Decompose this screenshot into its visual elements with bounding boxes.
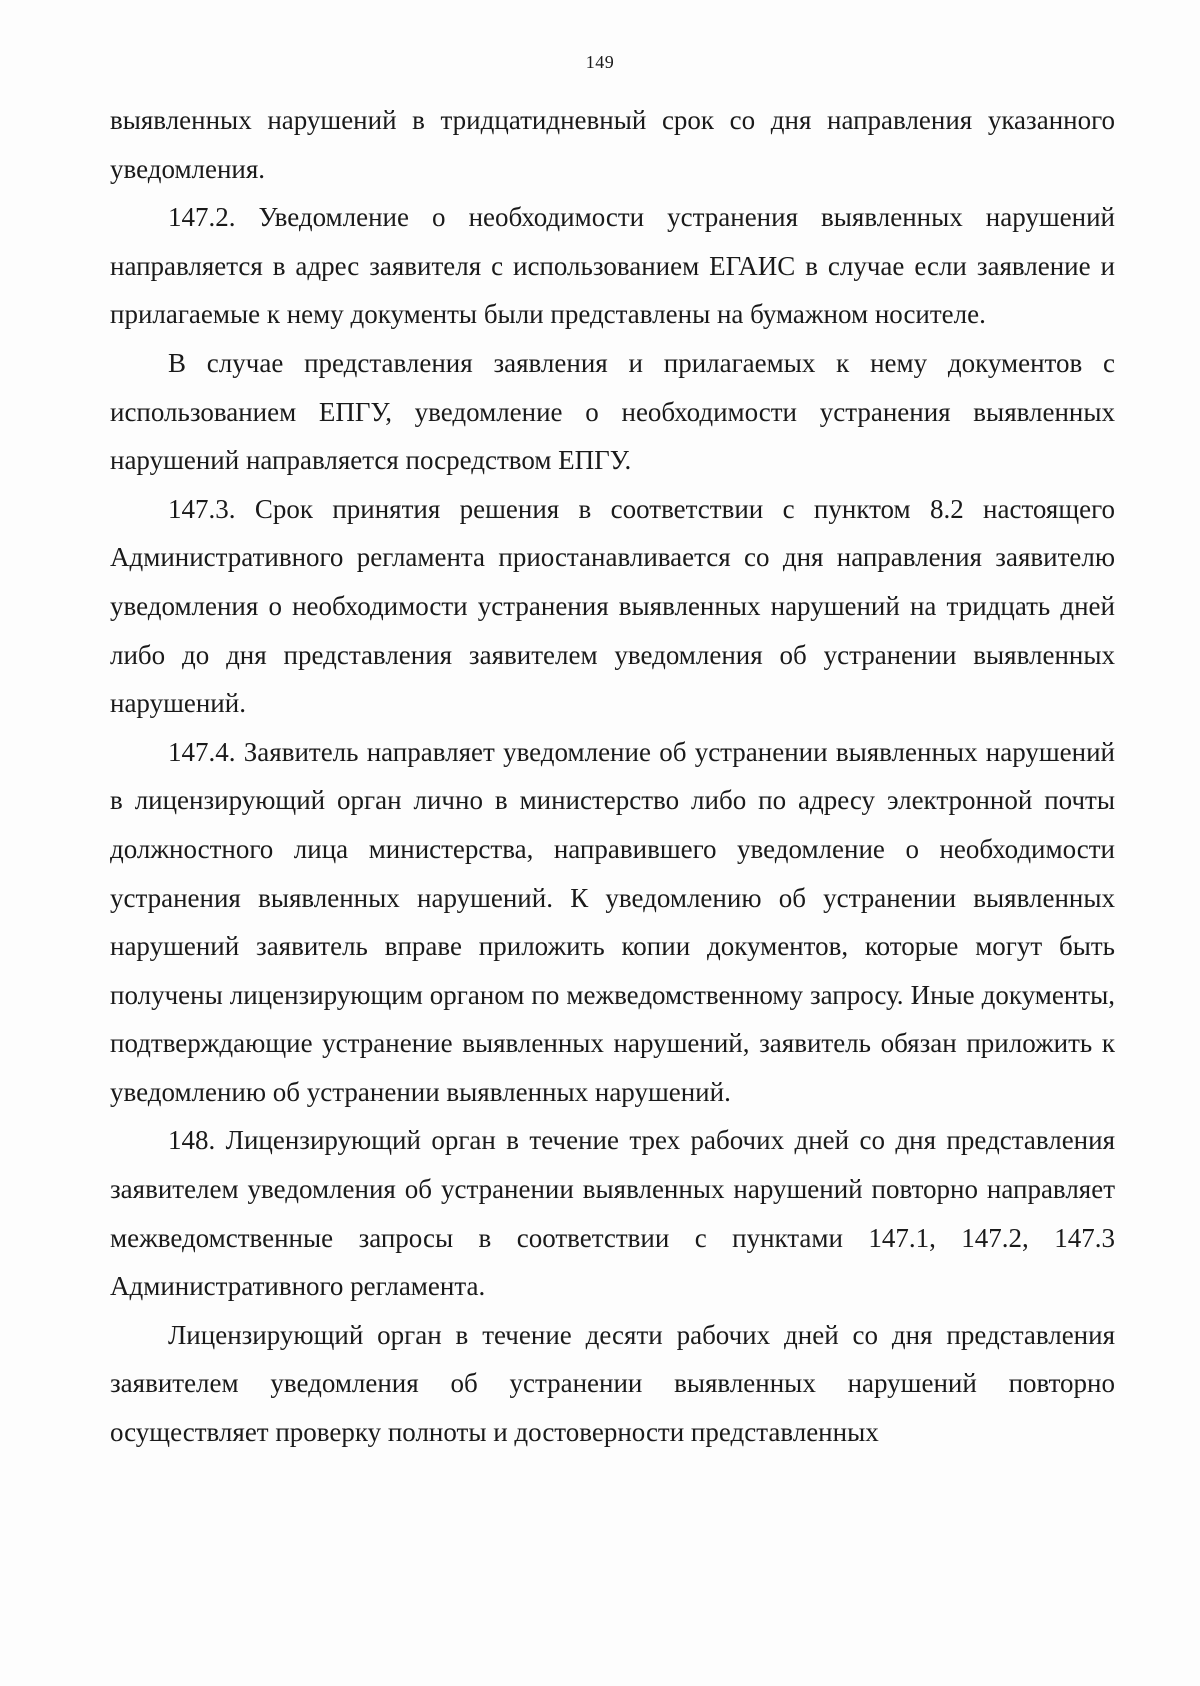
document-body	[110, 96, 1115, 1457]
paragraph-148-second: Лицензирующий орган в течение десяти рабочих дней со дня представления заявителем уведомления об устранении выявленных нарушений повторно осуществляет проверку полноты и достоверности представленных	[110, 1319, 1115, 1448]
paragraph-148: 148. Лицензирующий орган в течение трех рабочих дней со дня представления заявителем уведомления об устранении выявленных нарушений повторно направляет межведомственные запросы в соответствии с пунктами 147.1, 147.2, 147.3 Административного регламента.	[110, 1125, 1115, 1302]
page-number: 149	[585, 52, 615, 72]
paragraph-epgu-notice: В случае представления заявления и прилагаемых к нему документов с использованием ЕПГУ, уведомление о необходимости устранения выявленных нарушений направляется посредством ЕПГУ.	[110, 347, 1115, 476]
paragraph-147-2: 147.2. Уведомление о необходимости устранения выявленных нарушений направляется в адрес заявителя с использованием ЕГАИС в случае если заявление и прилагаемые к нему документы были представлены на бумажном носителе.	[110, 202, 1115, 330]
paragraph-continuation: выявленных нарушений в тридцатидневный срок со дня направления указанного уведомления.	[110, 105, 1115, 184]
paragraph-147-3: 147.3. Срок принятия решения в соответствии с пунктом 8.2 настоящего Административного регламента приостанавливается со дня направления заявителю уведомления о необходимости устранения выявленных нарушений на тридцать дней либо до дня представления заявителем уведомления об устранении выявленных нарушений.	[110, 493, 1115, 719]
paragraph-147-4: 147.4. Заявитель направляет уведомление об устранении выявленных нарушений в лицензирующий орган лично в министерство либо по адресу электронной почты должностного лица министерства, направившего уведомление о необходимости устранения выявленных нарушений. К уведомлению об устранении выявленных нарушений заявитель вправе приложить копии документов, которые могут быть получены лицензирующим органом по межведомственному запросу. Иные документы, подтверждающие устранение выявленных нарушений, заявитель обязан приложить к уведомлению об устранении выявленных нарушений.	[110, 736, 1115, 1107]
